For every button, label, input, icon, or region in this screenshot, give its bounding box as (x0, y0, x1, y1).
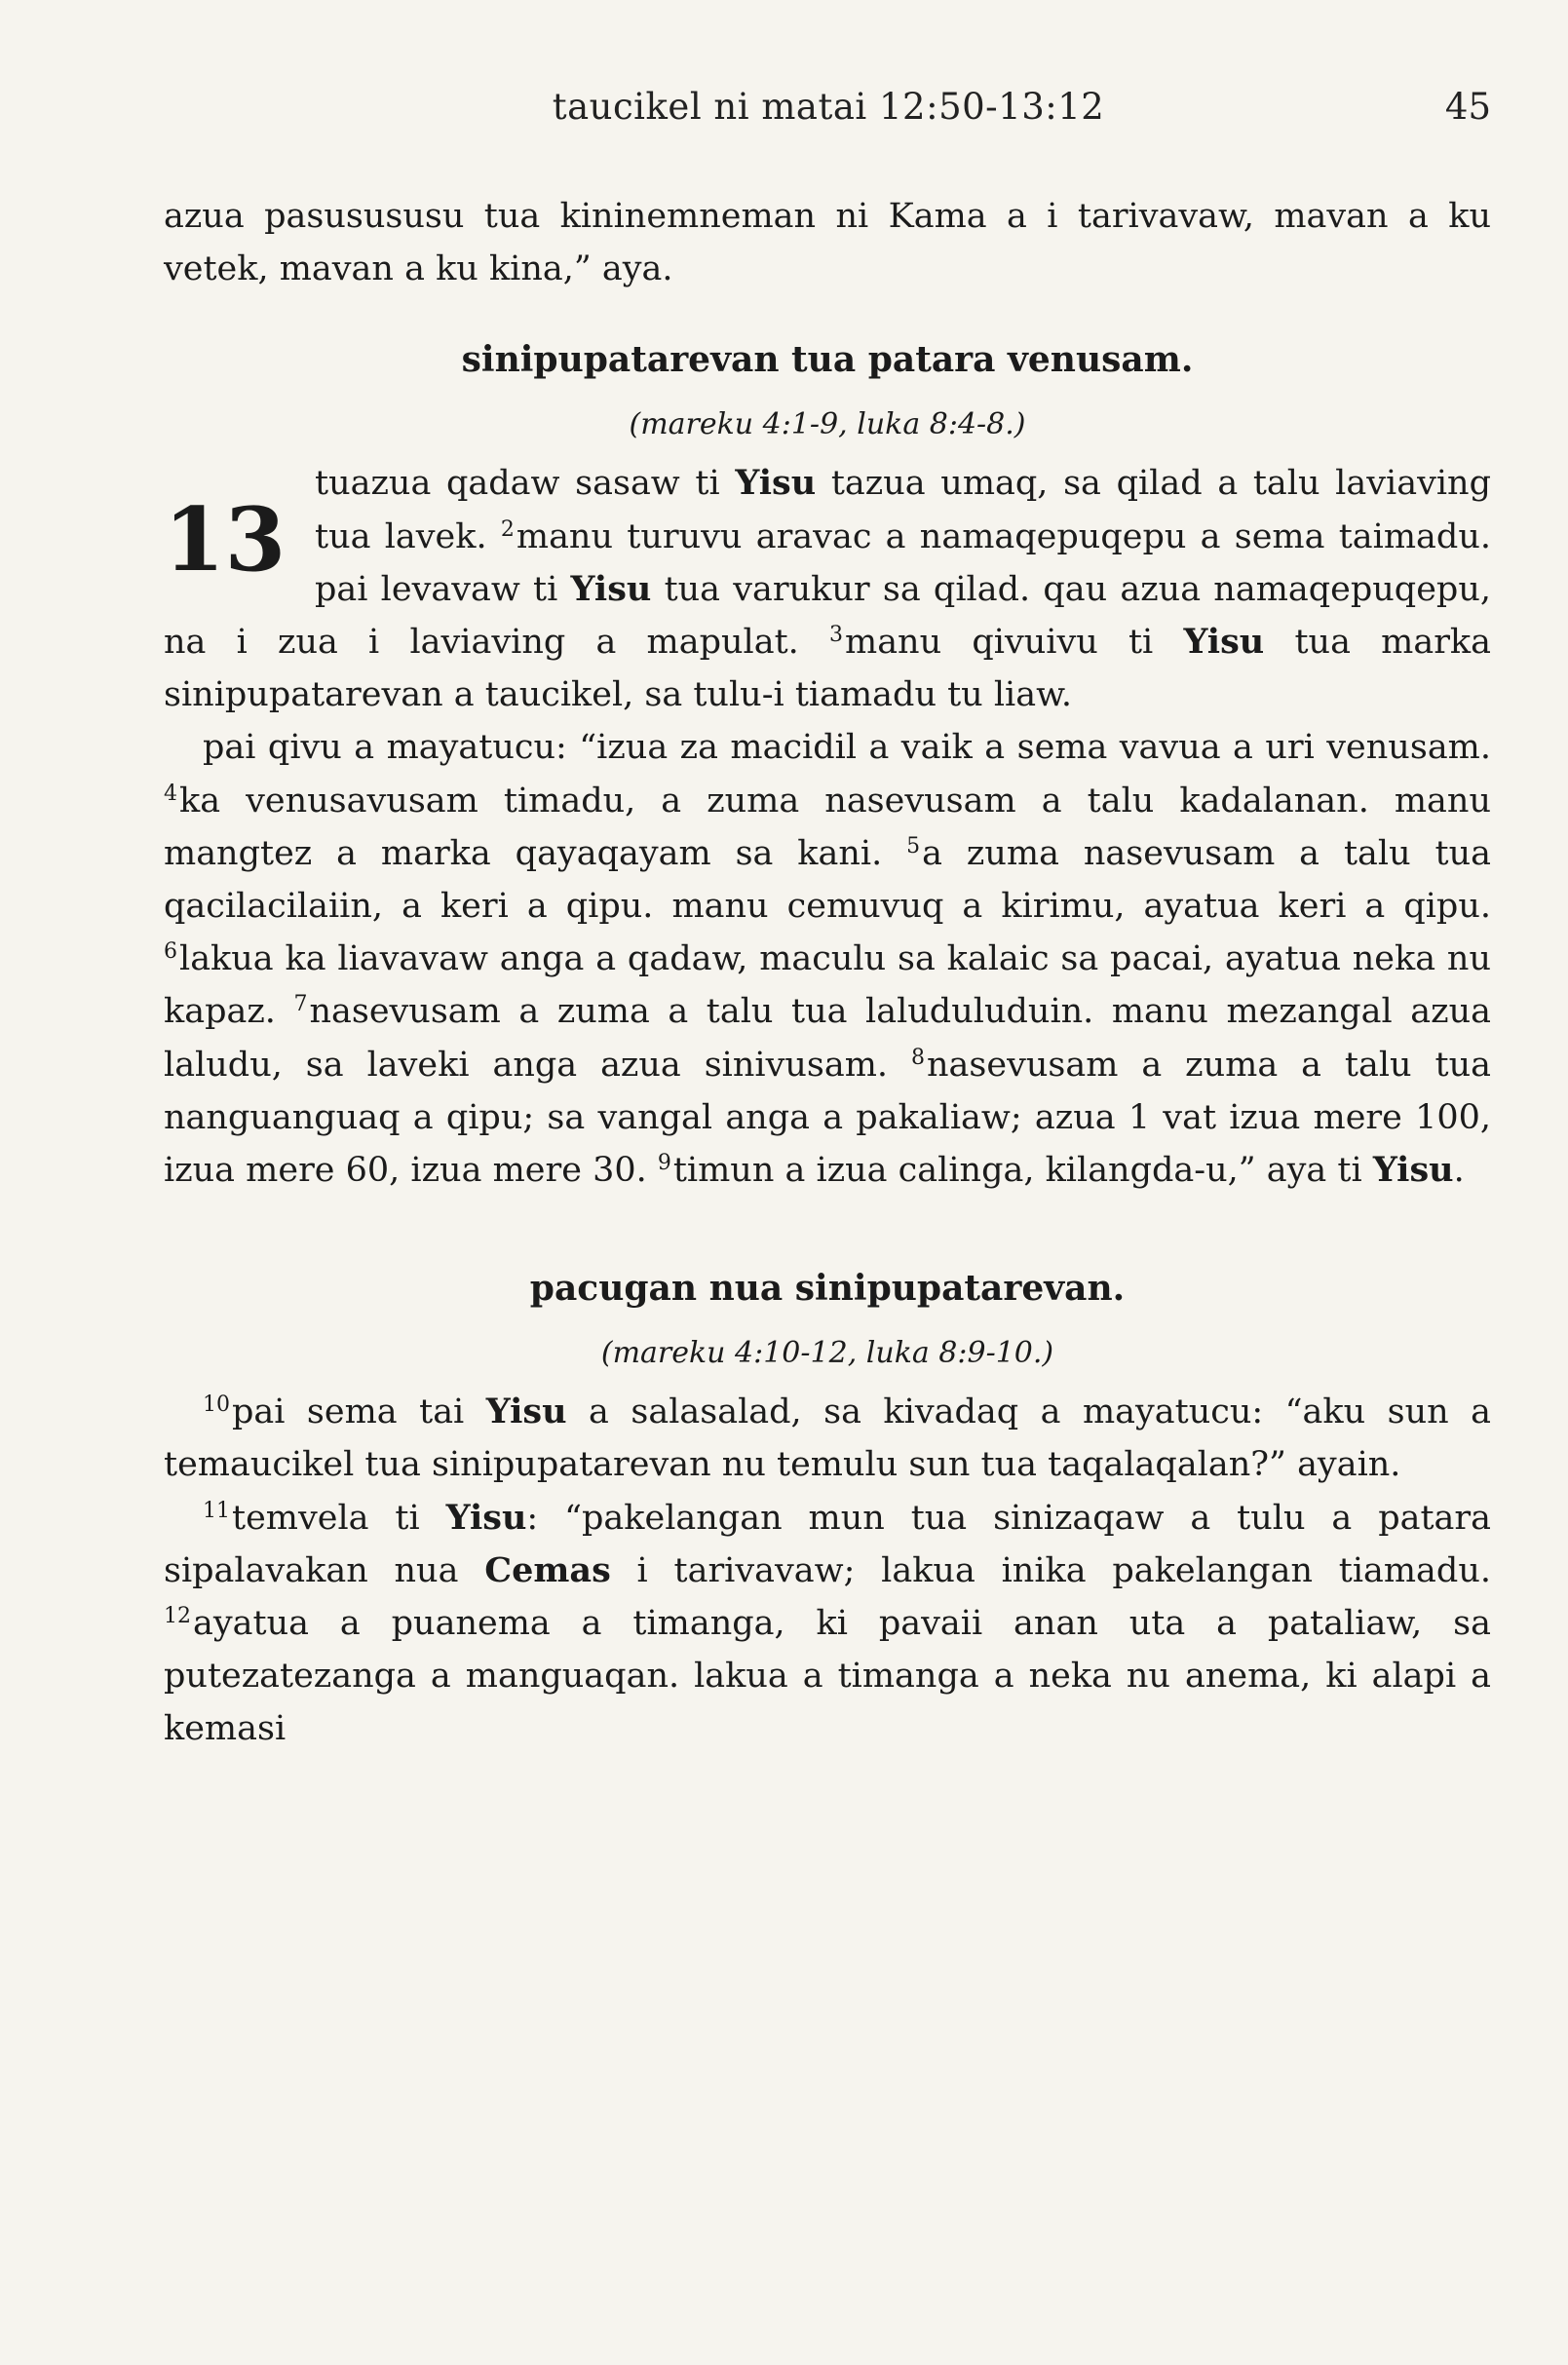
verse-text: tazua umaq, sa qilad a talu laviaving tua lavek. (315, 464, 1491, 556)
verse-text: i tarivavaw; lakua inika pakelangan tiamadu. (610, 1550, 1491, 1590)
section-reference-1: (mareku 4:1-9, luka 8:4-8.) (629, 407, 1026, 442)
verse-1-3 (164, 457, 1491, 721)
verse-text: nasevusam a zuma a talu tua laluduluduin. manu mezangal azua laludu, sa laveki anga azua sinivusam. (164, 992, 1491, 1085)
name-cemas: Cemas (484, 1549, 611, 1590)
chapter-number: 13 (164, 488, 287, 592)
verse-number: 4 (164, 781, 177, 806)
running-head: taucikel ni matai 12:50-13:12 (552, 86, 1105, 128)
section-heading-2: pacugan nua sinipupatarevan. (529, 1268, 1126, 1310)
verse-number: 11 (203, 1498, 230, 1523)
verse-text: ka venusavusam timadu, a zuma nasevusam a talu kadalanan. manu mangtez a marka qayaqayam sa kani. (164, 781, 1491, 873)
chapter-paragraph (164, 457, 1491, 721)
section-reference-2: (mareku 4:10-12, luka 8:9-10.) (600, 1336, 1054, 1371)
verse-text: tua marka sinipupatarevan a taucikel, sa tulu-i tiamadu tu liaw. (164, 623, 1492, 715)
verse-number: 8 (911, 1045, 925, 1070)
name-yisu: Yisu (485, 1392, 567, 1432)
verse-text: manu qivuivu ti (845, 623, 1184, 663)
text-body (164, 190, 1491, 1756)
verse-text: . (1453, 1151, 1465, 1191)
verse-text: pai qivu a mayatucu: “izua za macidil a vaik a sema vavua a uri venusam. (203, 728, 1491, 768)
verse-text: nasevusam a zuma a talu tua nanguanguaq a qipu; sa vangal anga a pakaliaw; azua 1 vat izua mere 100, izua mere 60, izua mere 30. (164, 1045, 1491, 1191)
page-number: 45 (1444, 86, 1491, 128)
name-yisu: Yisu (570, 568, 652, 609)
verse-text: : “pakelangan mun tua sinizaqaw a tulu a patara sipalavakan nua (164, 1498, 1491, 1590)
verse-text: a salasalad, sa kivadaq a mayatucu: “aku sun a temaucikel tua sinipupatarevan nu temulu sun tua taqalaqalan?” ayain. (164, 1392, 1492, 1485)
name-yisu: Yisu (1183, 622, 1265, 663)
verse-number: 10 (203, 1392, 230, 1418)
paragraph-parable (164, 721, 1491, 1197)
verse-number: 2 (500, 516, 515, 542)
verse-11-12 (164, 1492, 1491, 1756)
verse-text: tua varukur sa qilad. qau azua namaqepuqepu, na i zua i laviaving a mapulat. (164, 569, 1492, 663)
verse-text: a zuma nasevusam a talu tua qacilacilaiin, a keri a qipu. manu cemuvuq a kirimu, ayatua keri a qipu. (164, 833, 1491, 927)
name-yisu: Yisu (445, 1497, 527, 1538)
intro-paragraph: azua pasusususu tua kininemneman ni Kama a i tarivavaw, mavan a ku vetek, mavan a ku kina,” aya. (164, 197, 1491, 289)
verse-text: temvela ti (232, 1498, 446, 1538)
verse-number: 7 (293, 992, 308, 1017)
verse-text: tuazua qadaw sasaw ti (315, 464, 736, 504)
page-header (166, 86, 1491, 134)
verse-number: 5 (906, 833, 921, 858)
verse-text: timun a izua calinga, kilangda-u,” aya ti (672, 1151, 1373, 1191)
verse-text: pai sema tai (232, 1392, 486, 1432)
verse-text: lakua ka liavavaw anga a qadaw, maculu sa kalaic sa pacai, ayatua neka nu kapaz. (164, 939, 1491, 1032)
section-heading-1: sinipupatarevan tua patara venusam. (461, 339, 1194, 381)
name-yisu: Yisu (735, 463, 817, 504)
section-spacer (164, 1197, 1491, 1259)
verse-number: 6 (164, 939, 177, 965)
name-yisu: Yisu (1372, 1150, 1454, 1191)
verse-number: 3 (829, 622, 843, 647)
verse-text: ayatua a puanema a timanga, ki pavaii anan uta a pataliaw, sa putezatezanga a manguaqan. lakua a timanga a neka nu anema, ki alapi a kemasi (164, 1604, 1491, 1749)
verse-text: manu turuvu aravac a namaqepuqepu a sema taimadu. pai levavaw ti (315, 516, 1491, 609)
verse-number: 9 (657, 1150, 671, 1175)
verse-10 (164, 1386, 1491, 1491)
verse-number: 12 (164, 1603, 191, 1628)
